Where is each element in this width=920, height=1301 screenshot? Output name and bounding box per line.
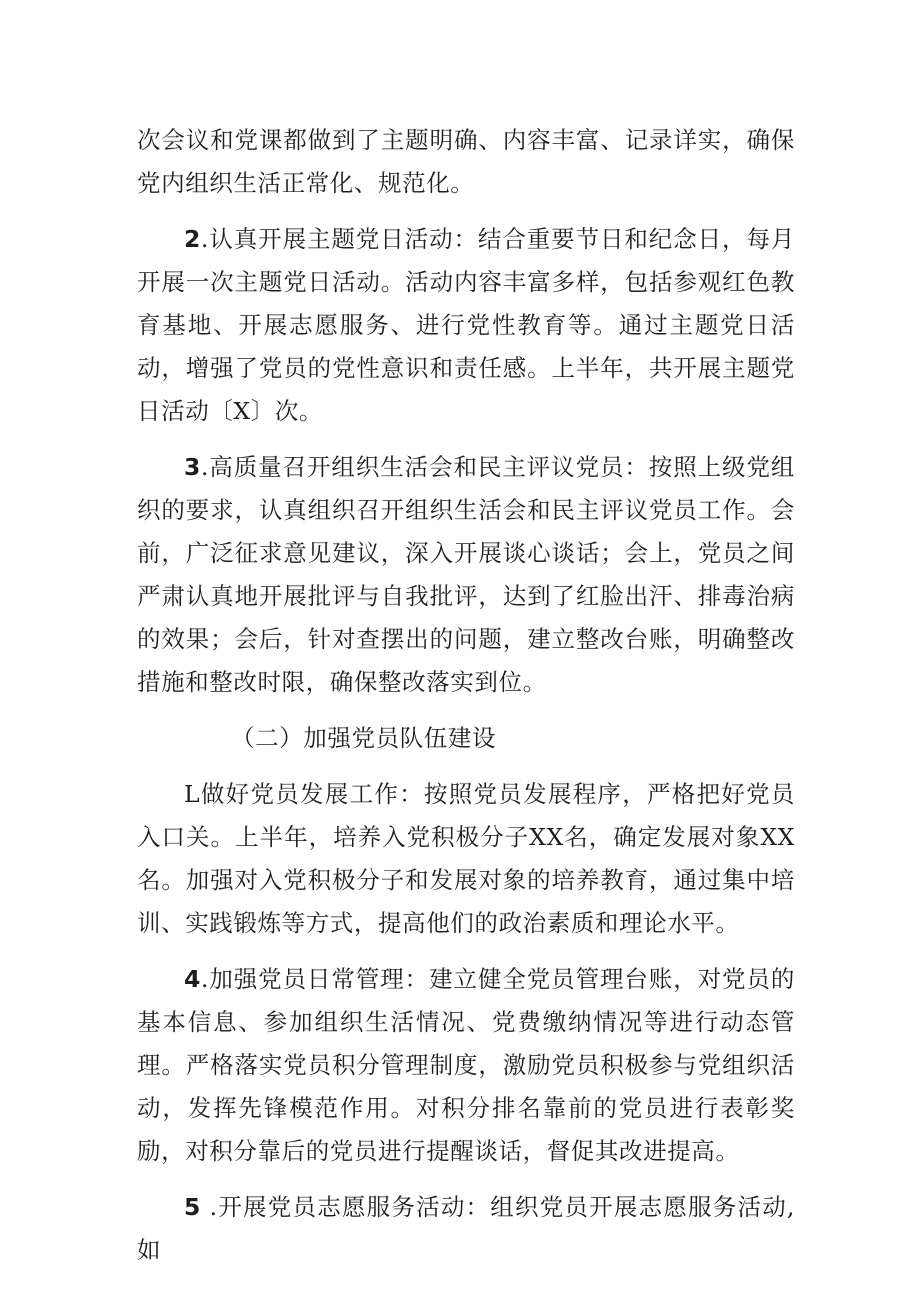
paragraph-continuation — [137, 119, 795, 205]
paragraph-item-2 — [137, 218, 795, 433]
paragraph-text: .高质量召开组织生活会和民主评议党员：按照上级党组织的要求，认真组织召开组织生活会和民主评议党员工作。会前，广泛征求意见建议，深入开展谈心谈话；会上，党员之间严肃认真地开展批评与自我批评，达到了红脸出汗、排毒治病的效果；会后，针对查摆出的问题，建立整改台账，明确整改措施和整改时限，确保整改落实到位。 — [137, 453, 795, 696]
heading-text: （二）加强党员队伍建设 — [231, 724, 497, 752]
paragraph-item-1 — [137, 773, 795, 945]
item-number: 2 — [184, 225, 201, 253]
section-heading — [137, 717, 795, 760]
paragraph-text: .认真开展主题党日活动：结合重要节日和纪念日，每月开展一次主题党日活动。活动内容丰富多样，包括参观红色教育基地、开展志愿服务、进行党性教育等。通过主题党日活动，增强了党员的党性意识和责任感。上半年，共开展主题党日活动〔X〕次。 — [137, 225, 795, 425]
paragraph-item-4 — [137, 958, 795, 1173]
item-number: 5 — [184, 1193, 201, 1221]
paragraph-text: .加强党员日常管理：建立健全党员管理台账，对党员的基本信息、参加组织生活情况、党费缴纳情况等进行动态管理。严格落实党员积分管理制度，激励党员积极参与党组织活动，发挥先锋模范作用。对积分排名靠前的党员进行表彰奖励，对积分靠后的党员进行提醒谈话，督促其改进提高。 — [137, 965, 795, 1165]
item-number: 4 — [184, 965, 201, 993]
paragraph-item-5 — [137, 1186, 795, 1272]
paragraph-text: 次会议和党课都做到了主题明确、内容丰富、记录详实，确保党内组织生活正常化、规范化。 — [137, 126, 795, 197]
paragraph-item-3 — [137, 446, 795, 704]
item-number: 3 — [184, 453, 201, 481]
document-body — [137, 119, 795, 1285]
paragraph-text: .开展党员志愿服务活动：组织党员开展志愿服务活动,如 — [137, 1193, 795, 1264]
paragraph-text: L做好党员发展工作：按照党员发展程序，严格把好党员入口关。上半年，培养入党积极分子XX名，确定发展对象XX名。加强对入党积极分子和发展对象的培养教育，通过集中培训、实践锻炼等方式，提高他们的政治素质和理论水平。 — [137, 780, 795, 937]
